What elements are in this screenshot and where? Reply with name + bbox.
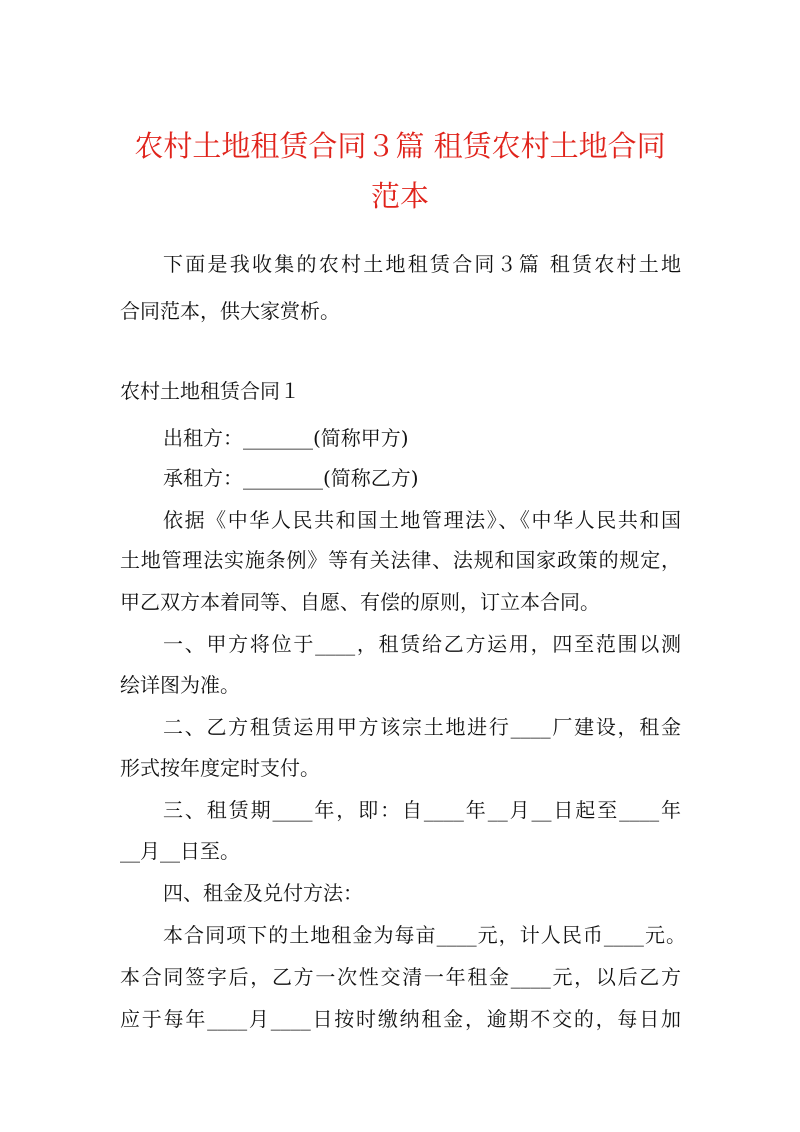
clause-3-line-2: __月__日至。 bbox=[120, 839, 240, 863]
intro-line-1: 下面是我收集的农村土地租赁合同３篇 租赁农村土地 bbox=[163, 252, 681, 276]
clause-4-heading: 四、租金及兑付方法： bbox=[163, 881, 363, 905]
lessor-line: 出租方：_______(简称甲方) bbox=[163, 426, 409, 450]
intro-line-2: 合同范本，供大家赏析。 bbox=[120, 299, 340, 323]
document-title-line-2: 范本 bbox=[370, 179, 429, 213]
section-heading: 农村土地租赁合同１ bbox=[120, 379, 300, 403]
clause-1-line-2: 绘详图为准。 bbox=[120, 673, 240, 697]
body-line-basis-2: 土地管理法实施条例》等有关法律、法规和国家政策的规定， bbox=[120, 548, 681, 572]
clause-4-line-3: 应于每年____月____日按时缴纳租金，逾期不交的，每日加 bbox=[120, 1007, 681, 1031]
body-line-basis-1: 依据《中华人民共和国土地管理法》、《中华人民共和国 bbox=[163, 508, 681, 532]
clause-2-line-1: 二、乙方租赁运用甲方该宗土地进行____厂建设，租金 bbox=[163, 715, 681, 739]
clause-1-line-1: 一、甲方将位于____，租赁给乙方运用，四至范围以测 bbox=[163, 632, 681, 656]
body-line-basis-3: 甲乙双方本着同等、自愿、有偿的原则，订立本合同。 bbox=[120, 590, 600, 614]
clause-4-line-2: 本合同签字后，乙方一次性交清一年租金____元，以后乙方 bbox=[120, 965, 681, 989]
lessee-line: 承租方：________(简称乙方) bbox=[163, 466, 419, 490]
clause-4-line-1: 本合同项下的土地租金为每亩____元，计人民币____元。 bbox=[163, 923, 686, 947]
document-title-line-1: 农村土地租赁合同３篇 租赁农村土地合同 bbox=[134, 129, 666, 163]
clause-3-line-1: 三、租赁期____年，即：自____年__月__日起至____年 bbox=[163, 798, 681, 822]
clause-2-line-2: 形式按年度定时支付。 bbox=[120, 756, 320, 780]
